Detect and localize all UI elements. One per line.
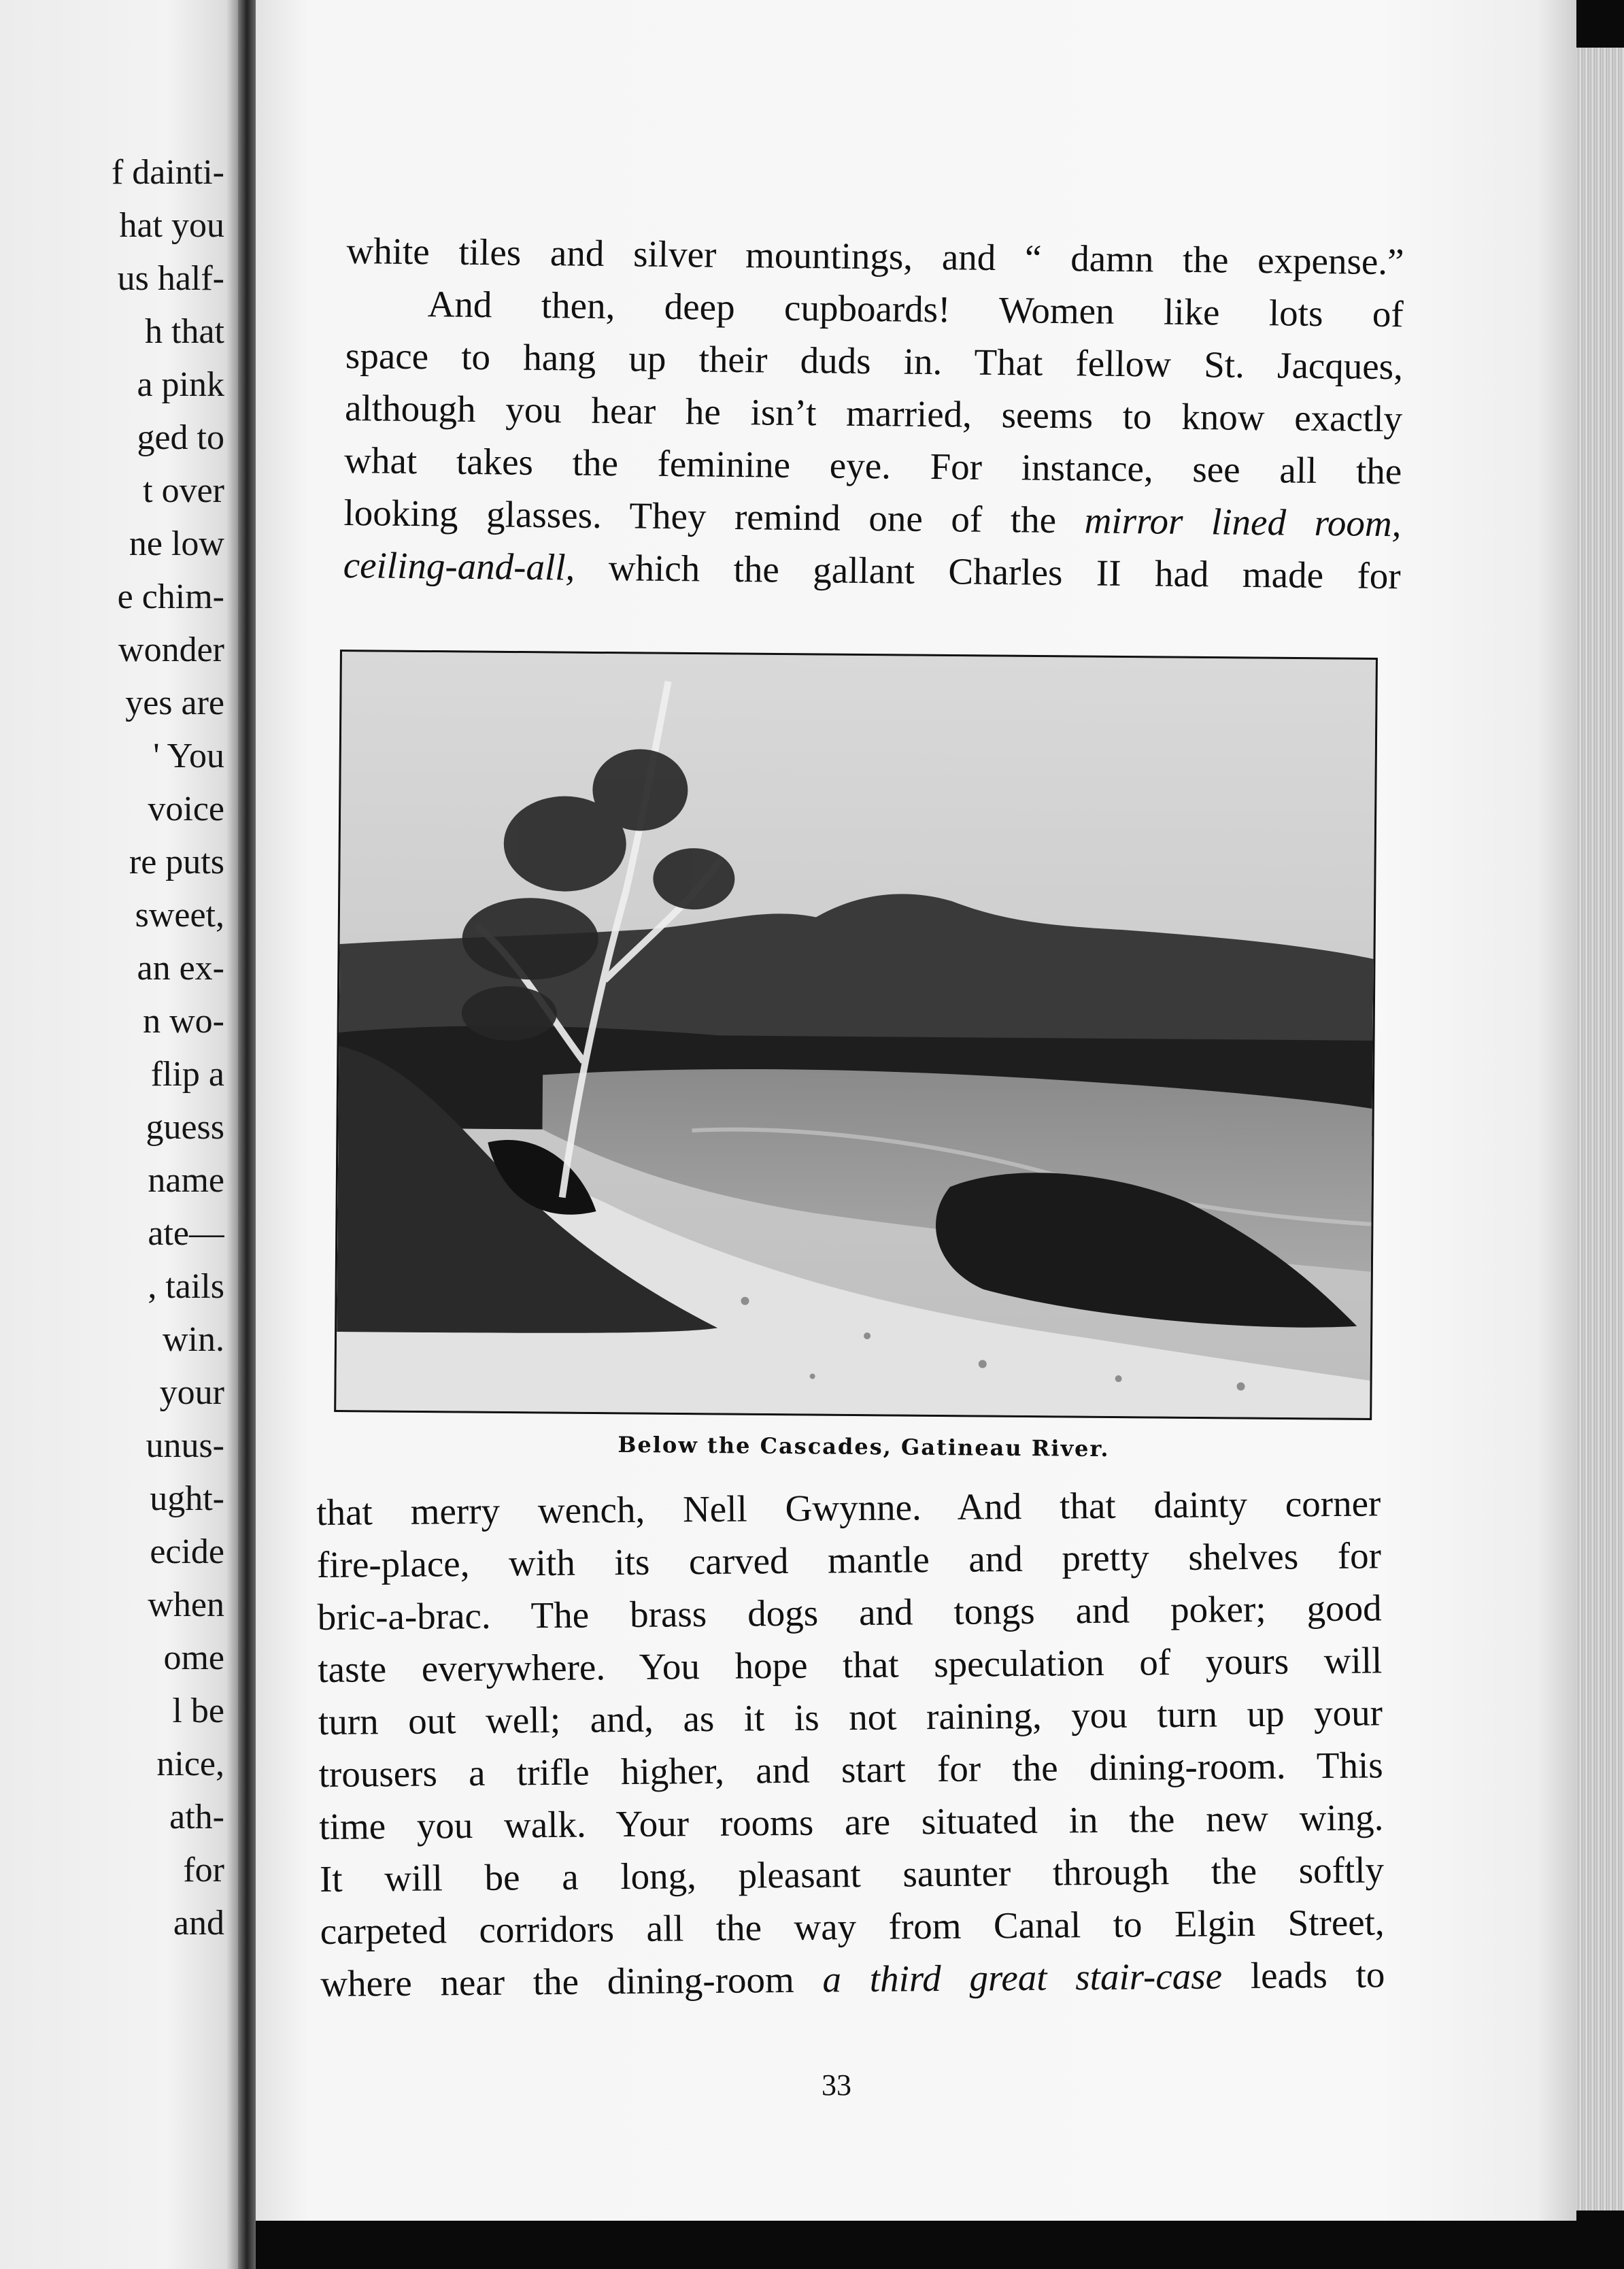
book-gutter [238,0,256,2269]
left-page-line: flip a [150,1055,224,1094]
text-line: that merry wench, Nell Gwynne. And that dainty corner [316,1482,1381,1533]
italic-span: ceiling-and-all, [343,543,575,588]
left-page-line: re puts [129,843,224,881]
italic-span: a third great stair-case [822,1955,1223,2000]
left-page-line: ecide [150,1532,224,1571]
left-page-line: ome [163,1638,224,1677]
bottom-paragraph [316,1477,1385,2010]
top-paragraph [343,224,1404,602]
left-page-line: wonder [118,631,224,669]
text-span: leads to [1221,1953,1385,1997]
text-line: taste everywhere. You hope that speculation of yours will [318,1639,1383,1690]
left-page-line: yes are [125,684,224,722]
text-span: looking glasses. They remind one of the [343,491,1085,541]
left-page-line: your [159,1373,224,1412]
text-line: white tiles and silver mountings, and “ damn the expense.” [346,229,1404,283]
left-page-line: h that [145,312,224,351]
text-line: space to hang up their duds in. That fellow St. Jacques, [345,334,1404,388]
left-page-line: when [148,1585,224,1624]
left-page-line: , tails [148,1267,224,1306]
text-line [343,539,1401,602]
left-page-line: t over [143,471,224,510]
text-span: where near the dining-room [320,1958,823,2004]
left-page-line: name [148,1161,224,1200]
text-span: which the gallant Charles II had made for [575,546,1401,597]
left-page-line: for [183,1851,224,1889]
left-page-line: guess [146,1108,224,1147]
photo-caption: Below the Cascades, Gatineau River. [618,1431,1110,1462]
left-page-line: e chim- [117,577,224,616]
left-page-line: l be [172,1692,224,1730]
left-page-line: voice [148,790,224,828]
bottom-shadow [256,2221,1576,2269]
left-page-line: hat you [119,206,224,245]
left-page-line: sweet, [135,896,224,935]
left-page-line: an ex- [137,949,224,988]
left-page-line: win. [163,1320,224,1359]
left-page-text [0,146,224,1950]
text-line: And then, deep cupboards! Women like lots of [427,283,1404,335]
text-line: time you walk. Your rooms are situated in the new wing. [319,1796,1384,1847]
text-line: what takes the feminine eye. For instance, see all the [344,439,1402,492]
left-page-line: and [173,1904,224,1943]
left-page-line: nice, [156,1745,224,1783]
text-line: fire-place, with its carved mantle and pretty shelves for [316,1534,1382,1585]
left-page-line: n wo- [143,1002,224,1041]
left-facing-page [0,0,238,2269]
text-line [320,1948,1385,2010]
left-page-line: ate— [148,1214,224,1253]
text-line: carpeted corridors all the way from Canal to Elgin Street, [320,1901,1385,1952]
left-page-line: ged to [137,418,224,457]
text-line: turn out well; and, as it is not raining, you turn up your [318,1692,1383,1743]
river-landscape-image [336,652,1376,1418]
left-page-line: ne low [129,524,224,563]
left-page-line: ath- [169,1798,224,1836]
left-page-line: ught- [150,1479,224,1518]
text-line: although you hear he isn’t married, seems to know exactly [344,386,1403,440]
italic-span: mirror lined room, [1084,499,1402,545]
left-page-line: unus- [146,1426,224,1465]
left-page-line: ' You [153,737,224,775]
page-edges [1576,48,1624,2211]
left-page-line: a pink [137,365,224,404]
left-page-line: us half- [117,259,224,298]
left-page-line: f dainti- [111,153,224,192]
page-number: 33 [822,2068,851,2102]
text-line: It will be a long, pleasant saunter through the softly [319,1849,1385,1900]
text-line: bric-a-brac. The brass dogs and tongs and poker; good [317,1587,1382,1638]
text-line: trousers a trifle higher, and start for the dining-room. This [318,1744,1383,1795]
landscape-photograph [334,650,1378,1420]
